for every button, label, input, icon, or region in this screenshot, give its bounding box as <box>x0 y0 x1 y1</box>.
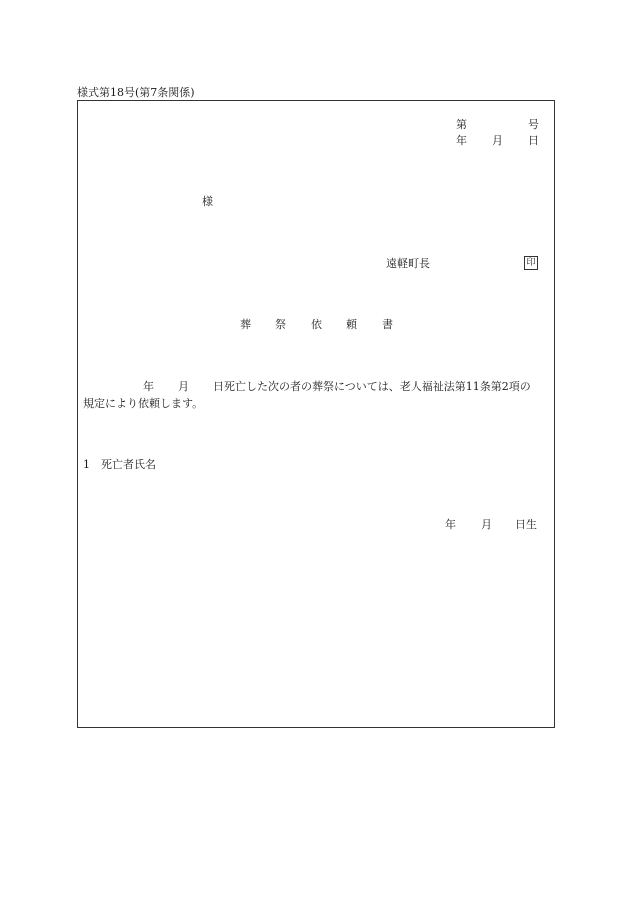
deceased-name-label: 死亡者氏名 <box>101 458 156 471</box>
item-number: 1 <box>83 458 90 471</box>
seal-stamp: 印 <box>524 256 538 270</box>
body-line1-text: 日死亡した次の者の葬祭については、老人福祉法第11条第2項の <box>213 380 531 393</box>
doc-title-char: 葬 <box>240 318 251 331</box>
body-line2-text: 規定により依頼します。 <box>83 397 204 410</box>
date-month: 月 <box>492 134 503 147</box>
date-day: 日 <box>528 134 539 147</box>
doc-title-char: 書 <box>382 318 393 331</box>
doc-title-char: 依 <box>311 318 322 331</box>
date-year: 年 <box>456 134 467 147</box>
birth-year: 年 <box>445 518 456 531</box>
addressee-honorific: 様 <box>202 195 213 208</box>
doc-title-char: 頼 <box>346 318 357 331</box>
doc-number-prefix: 第 <box>456 118 467 131</box>
body-year: 年 <box>143 380 154 393</box>
birth-month: 月 <box>481 518 492 531</box>
body-month: 月 <box>178 380 189 393</box>
form-frame <box>77 100 555 728</box>
birth-day-label: 日生 <box>515 518 537 531</box>
doc-title-char: 祭 <box>275 318 286 331</box>
issuer-title: 遠軽町長 <box>386 257 430 270</box>
form-number-label: 様式第18号(第7条関係) <box>77 86 195 99</box>
doc-number-suffix: 号 <box>528 118 539 131</box>
